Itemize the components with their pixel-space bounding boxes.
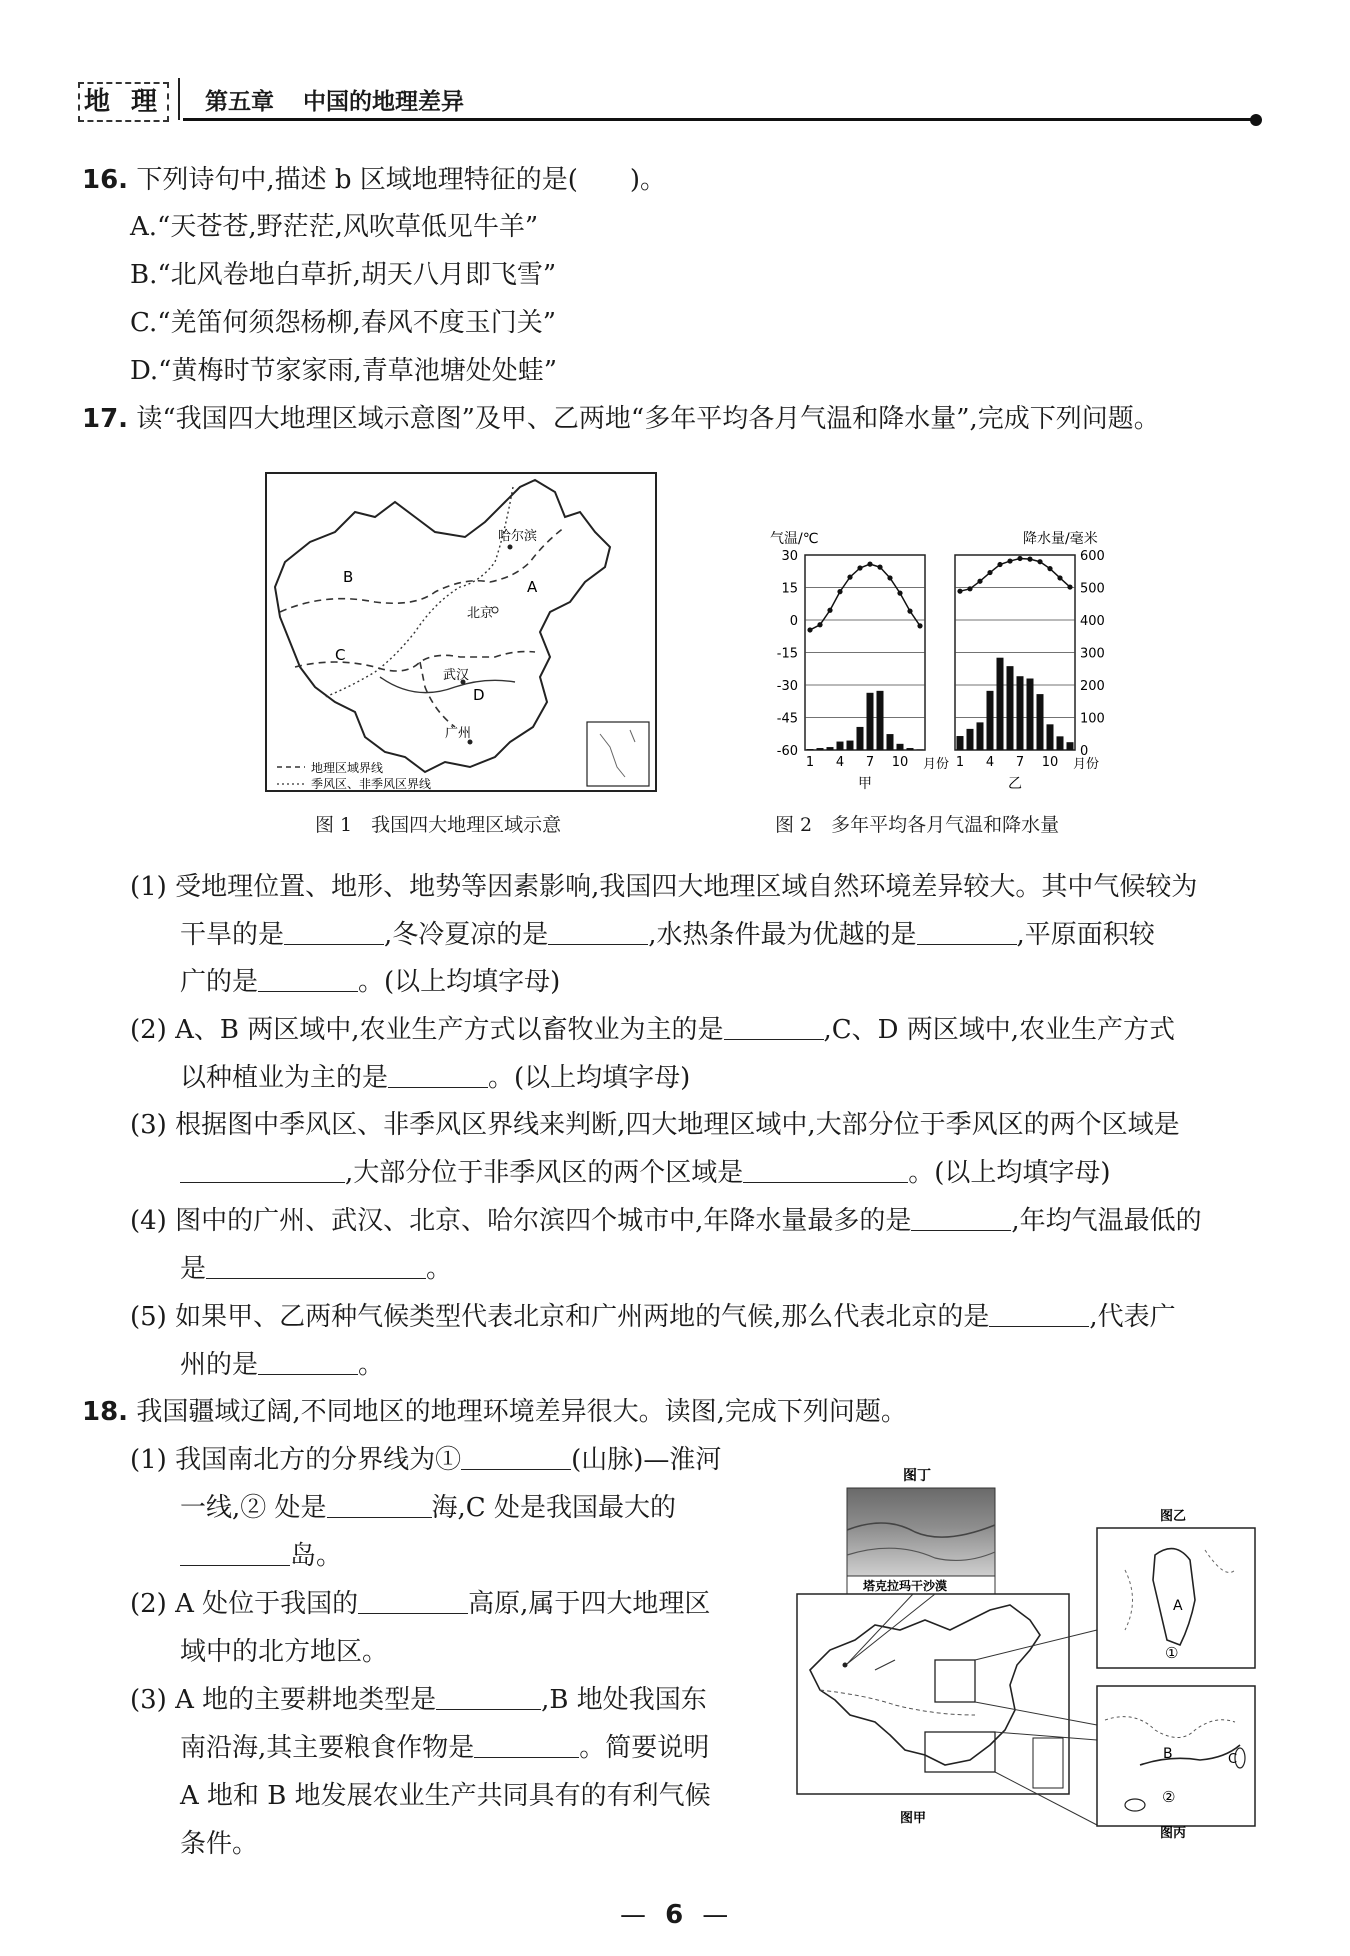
temp-tick-label: -45 <box>776 711 798 727</box>
q17-part-4-line-1: (4) 图中的广州、武汉、北京、哈尔滨四个城市中,年降水量最多的是 ,年均气温最低的 <box>130 1206 1202 1236</box>
precip-tick-label: 500 <box>1080 581 1105 597</box>
precip-axis-title: 降水量/毫米 <box>1023 531 1098 547</box>
temp-tick-label: -60 <box>776 744 798 759</box>
q18-part-2-line-2: 域中的北方地区。 <box>180 1637 389 1667</box>
region-label-d: D <box>473 686 485 704</box>
precip-bar <box>847 741 854 750</box>
x-tick-label: 1 <box>955 755 965 770</box>
answer-blank[interactable] <box>989 1302 1089 1327</box>
question-number: 16. <box>82 165 129 195</box>
answer-blank[interactable] <box>917 920 1017 945</box>
answer-blank[interactable] <box>724 1015 824 1040</box>
question-number: 18. <box>82 1397 129 1427</box>
question-17 <box>82 402 1160 436</box>
option-c: C.“羌笛何须怨杨柳,春风不度玉门关” <box>130 308 557 338</box>
precip-bar <box>967 729 974 750</box>
q17-part-4-line-2: 是 。 <box>180 1254 453 1284</box>
answer-blank[interactable] <box>180 1158 345 1183</box>
x-axis-title: 月份 <box>1073 757 1100 772</box>
temp-tick-label: -30 <box>776 679 798 694</box>
precip-bar <box>1047 724 1054 750</box>
question-stem: 读“我国四大地理区域示意图”及甲、乙两地“多年平均各月气温和降水量”,完成下列问题。 <box>136 404 1160 434</box>
precip-bar <box>827 747 834 750</box>
answer-blank[interactable] <box>436 1685 541 1710</box>
precip-bar <box>877 691 884 750</box>
page-number: — 6 — <box>620 1900 729 1930</box>
temp-point <box>917 623 922 628</box>
answer-blank[interactable] <box>258 967 358 992</box>
precip-tick-label: 100 <box>1080 711 1105 727</box>
label-b: B <box>1163 1746 1173 1762</box>
q17-part-5-line-1: (5) 如果甲、乙两种气候类型代表北京和广州两地的气候,那么代表北京的是 ,代表广 <box>130 1302 1176 1332</box>
q18-figure <box>795 1460 1270 1840</box>
precip-bar <box>837 742 844 750</box>
temp-point <box>1027 557 1032 562</box>
temp-point <box>857 565 862 570</box>
chapter-number: 第五章 <box>205 89 274 115</box>
header-rule-dot <box>1250 114 1262 126</box>
city-harbin: 哈尔滨 <box>498 529 538 544</box>
q18-part-3-line-2: 南沿海,其主要粮食作物是 。简要说明 <box>180 1733 710 1763</box>
question-stem: 下列诗句中,描述 b 区域地理特征的是( )。 <box>136 165 667 195</box>
q18-part-3-line-4: 条件。 <box>180 1829 259 1859</box>
q17-part-1-line-3: 广的是 。(以上均填字母) <box>180 967 561 997</box>
temp-point <box>1017 556 1022 561</box>
figure-2-caption: 图 2 多年平均各月气温和降水量 <box>775 814 1060 836</box>
question-number: 17. <box>82 404 129 434</box>
q17-part-1-line-2: 干旱的是 ,冬冷夏凉的是 ,水热条件最为优越的是 ,平原面积较 <box>180 920 1155 950</box>
q18-part-3-line-1: (3) A 地的主要耕地类型是 ,B 地处我国东 <box>130 1685 707 1715</box>
legend-monsoon-boundary: 季风区、非季风区界线 <box>311 777 432 791</box>
q17-part-2-line-1: (2) A、B 两区域中,农业生产方式以畜牧业为主的是 ,C、D 两区域中,农业生产方式 <box>130 1015 1176 1045</box>
answer-blank[interactable] <box>206 1254 426 1279</box>
option-b: B.“北风卷地白草折,胡天八月即飞雪” <box>130 260 557 290</box>
city-beijing: 北京 <box>467 606 494 621</box>
question-18 <box>82 1395 907 1429</box>
x-axis-title: 月份 <box>923 757 950 772</box>
precip-tick-label: 200 <box>1080 679 1105 694</box>
answer-blank[interactable] <box>474 1733 579 1758</box>
precip-tick-label: 300 <box>1080 646 1105 662</box>
option-d: D.“黄梅时节家家雨,青草池塘处处蛙” <box>130 356 558 386</box>
temp-point <box>967 586 972 591</box>
precip-bar <box>1007 666 1014 750</box>
temp-point <box>1057 575 1062 580</box>
label-c: C <box>1228 1752 1238 1767</box>
temp-point <box>1007 558 1012 563</box>
region-label-c: C <box>335 646 346 664</box>
q17-part-2-line-2: 以种植业为主的是 。(以上均填字母) <box>180 1063 691 1093</box>
temp-axis-title: 气温/℃ <box>770 531 819 547</box>
precip-bar <box>887 734 894 750</box>
subject-badge: 地 理 <box>78 82 169 122</box>
precip-bar <box>897 744 904 750</box>
precip-bar <box>987 691 994 750</box>
x-tick-label: 7 <box>865 755 875 770</box>
temp-tick-label: 0 <box>789 614 798 629</box>
answer-blank[interactable] <box>258 1350 358 1375</box>
q17-part-3-line-2: ,大部分位于非季风区的两个区域是 。(以上均填字母) <box>180 1156 1111 1190</box>
precip-bar <box>1027 679 1034 751</box>
precip-bar <box>817 748 824 750</box>
precip-tick-label: 600 <box>1080 549 1105 564</box>
x-tick-label: 4 <box>985 755 995 770</box>
q18-part-1-line-3: 岛。 <box>180 1539 342 1573</box>
q17-part-1-line-1: (1) 受地理位置、地形、地势等因素影响,我国四大地理区域自然环境差异较大。其中气候较为 <box>130 872 1198 902</box>
precip-bar <box>857 727 864 750</box>
temp-point <box>907 609 912 614</box>
precip-bar <box>957 736 964 750</box>
temp-point <box>837 589 842 594</box>
q18-part-1-line-2: 一线,② 处是 海,C 处是我国最大的 <box>180 1493 676 1523</box>
header-separator <box>178 78 180 120</box>
temp-point <box>1047 566 1052 571</box>
chart-title: 乙 <box>1008 776 1022 792</box>
answer-blank[interactable] <box>327 1493 432 1518</box>
temp-point <box>867 562 872 567</box>
temp-point <box>1067 584 1072 589</box>
temp-tick-label: 30 <box>781 549 798 564</box>
temp-point <box>827 608 832 613</box>
q18-part-3-line-3: A 地和 B 地发展农业生产共同具有的有利气候 <box>180 1781 711 1811</box>
q18-part-2-line-1: (2) A 处位于我国的 高原,属于四大地理区 <box>130 1589 711 1619</box>
temp-point <box>807 627 812 632</box>
q17-part-3-line-1: (3) 根据图中季风区、非季风区界线来判断,四大地理区域中,大部分位于季风区的两个区域是 <box>130 1110 1180 1140</box>
legend-region-boundary: 地理区域界线 <box>311 761 384 775</box>
temp-point <box>887 575 892 580</box>
precip-bar <box>907 748 914 750</box>
answer-blank[interactable] <box>743 1158 908 1183</box>
chapter-title: 中国的地理差异 <box>303 89 464 115</box>
question-stem: 我国疆域辽阔,不同地区的地理环境差异很大。读图,完成下列问题。 <box>136 1397 907 1427</box>
answer-blank[interactable] <box>461 1445 571 1470</box>
x-tick-label: 1 <box>805 755 815 770</box>
answer-blank[interactable] <box>284 920 384 945</box>
header-rule <box>183 118 1253 121</box>
temp-line <box>960 558 1070 591</box>
temp-point <box>817 622 822 627</box>
precip-bar <box>1057 736 1064 750</box>
marker-2: ② <box>1162 1788 1176 1806</box>
precip-bar <box>997 658 1004 750</box>
china-regions-map <box>265 472 657 792</box>
label-jia: 图甲 <box>900 1811 927 1826</box>
temp-point <box>1037 559 1042 564</box>
precip-bar <box>1067 742 1074 750</box>
precip-bar <box>977 722 984 750</box>
label-bing: 图丙 <box>1160 1826 1187 1840</box>
temp-point <box>977 579 982 584</box>
option-a: A.“天苍苍,野茫茫,风吹草低见牛羊” <box>130 212 539 242</box>
precip-bar <box>807 749 814 750</box>
x-tick-label: 4 <box>835 755 845 770</box>
temp-point <box>987 570 992 575</box>
precip-tick-label: 0 <box>1080 744 1089 759</box>
precip-bar <box>1017 676 1024 750</box>
chart-title: 甲 <box>858 776 872 792</box>
city-wuhan: 武汉 <box>443 668 470 683</box>
precip-bar <box>867 693 874 750</box>
question-16 <box>82 163 666 197</box>
answer-blank[interactable] <box>180 1541 290 1566</box>
precip-bar <box>1037 694 1044 750</box>
x-tick-label: 7 <box>1015 755 1025 770</box>
climate-charts <box>765 525 1145 795</box>
temp-tick-label: 15 <box>781 581 798 597</box>
temp-point <box>957 589 962 594</box>
answer-blank[interactable] <box>388 1063 488 1088</box>
label-a: A <box>1173 1598 1183 1614</box>
temp-tick-label: -15 <box>776 646 798 662</box>
temp-point <box>897 591 902 596</box>
answer-blank[interactable] <box>358 1589 468 1614</box>
label-yi: 图乙 <box>1160 1509 1187 1524</box>
x-tick-label: 10 <box>891 755 909 770</box>
temp-point <box>997 562 1002 567</box>
city-guangzhou: 广州 <box>445 726 472 741</box>
answer-blank[interactable] <box>911 1206 1011 1231</box>
temp-point <box>877 565 882 570</box>
label-ding: 图丁 <box>903 1468 931 1484</box>
q17-part-5-line-2: 州的是 。 <box>180 1350 385 1380</box>
q18-part-1-line-1: (1) 我国南北方的分界线为① (山脉)—淮河 <box>130 1445 722 1475</box>
region-label-a: A <box>527 578 538 596</box>
desert-label: 塔克拉玛干沙漠 <box>863 1579 948 1593</box>
temp-point <box>847 575 852 580</box>
marker-1: ① <box>1165 1644 1179 1662</box>
x-tick-label: 10 <box>1041 755 1059 770</box>
figure-1-caption: 图 1 我国四大地理区域示意 <box>315 814 562 836</box>
precip-bar <box>917 749 924 750</box>
region-label-b: B <box>343 568 354 586</box>
precip-tick-label: 400 <box>1080 614 1105 629</box>
answer-blank[interactable] <box>548 920 648 945</box>
